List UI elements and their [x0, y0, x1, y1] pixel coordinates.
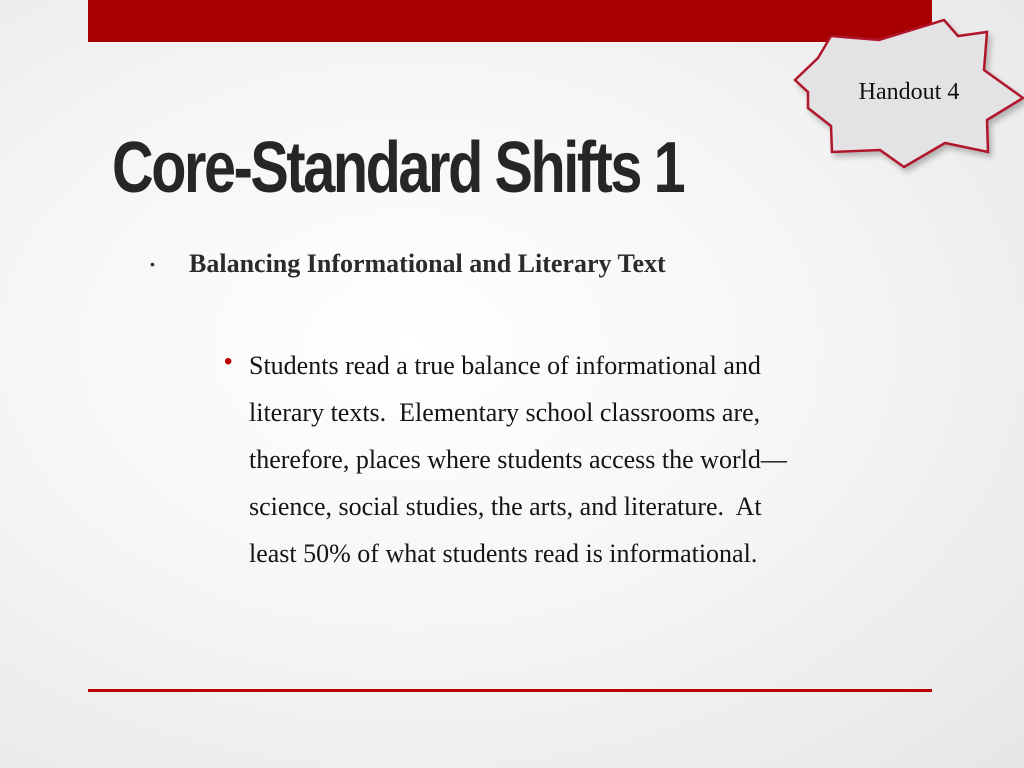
subtitle-bullet: • — [150, 256, 155, 272]
slide-subtitle: Balancing Informational and Literary Text — [189, 249, 666, 278]
bottom-rule — [88, 689, 932, 692]
body-line: least 50% of what students read is informational. — [249, 539, 758, 568]
body-paragraph — [249, 342, 939, 577]
body-line: literary texts. Elementary school classrooms are, — [249, 398, 761, 427]
body-line: Students read a true balance of informational and — [249, 351, 761, 380]
handout-label: Handout 4 — [858, 79, 960, 105]
body-line: therefore, places where students access the world— — [249, 445, 787, 474]
handout-badge — [794, 20, 1024, 170]
slide-title: Core-Standard Shifts 1 — [112, 128, 684, 208]
body-bullet: • — [224, 348, 233, 375]
body-line: science, social studies, the arts, and literature. At — [249, 492, 762, 521]
